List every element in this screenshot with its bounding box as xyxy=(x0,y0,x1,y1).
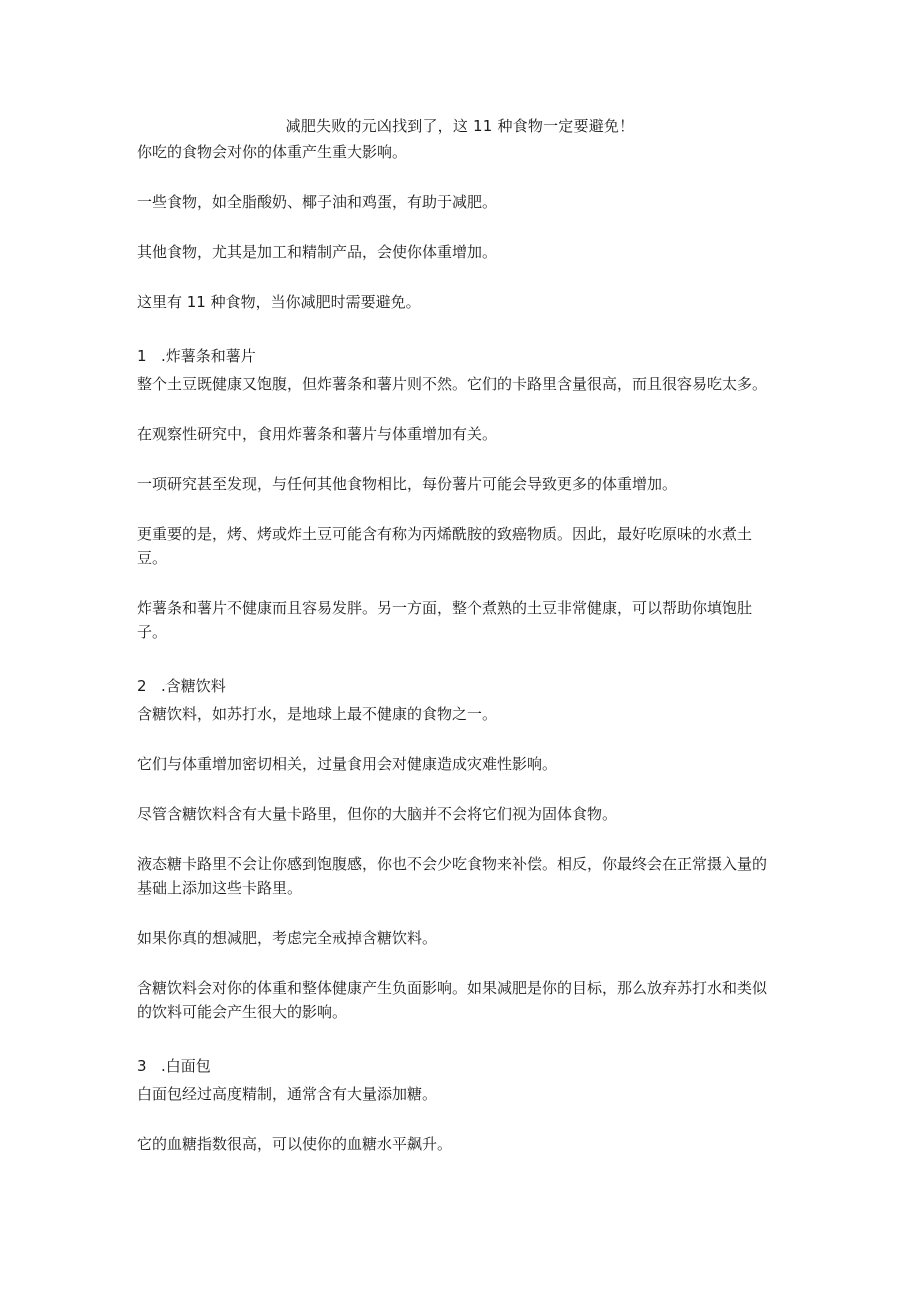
section-paragraph: 它们与体重增加密切相关，过量食用会对健康造成灾难性影响。 xyxy=(137,755,558,773)
section-paragraph: 如果你真的想减肥，考虑完全戒掉含糖饮料。 xyxy=(137,929,438,947)
section-paragraph: 白面包经过高度精制，通常含有大量添加糖。 xyxy=(137,1085,438,1103)
document-title: 减肥失败的元凶找到了，这 11 种食物一定要避免！ xyxy=(285,117,635,135)
section-paragraph: 在观察性研究中，食用炸薯条和薯片与体重增加有关。 xyxy=(137,425,498,443)
section-paragraph: 炸薯条和薯片不健康而且容易发胖。另一方面，整个煮熟的土豆非常健康，可以帮助你填饱肚子。 xyxy=(137,599,753,641)
section-paragraph: 液态糖卡路里不会让你感到饱腹感，你也不会少吃食物来补偿。相反，你最终会在正常摄入量的基础上添加这些卡路里。 xyxy=(137,855,768,897)
section-paragraph: 含糖饮料会对你的体重和整体健康产生负面影响。如果减肥是你的目标，那么放弃苏打水和类似的饮料可能会产生很大的影响。 xyxy=(137,979,768,1021)
section-number: 1 xyxy=(137,347,147,365)
section-paragraph: 更重要的是，烤、烤或炸土豆可能含有称为丙烯酰胺的致癌物质。因此，最好吃原味的水煮土豆。 xyxy=(137,525,753,567)
intro-paragraph: 这里有 11 种食物，当你减肥时需要避免。 xyxy=(137,293,421,311)
section-title: .含糖饮料 xyxy=(161,677,226,695)
document-body xyxy=(137,140,777,1182)
intro-paragraph: 你吃的食物会对你的体重产生重大影响。 xyxy=(137,143,408,161)
section-paragraph: 尽管含糖饮料含有大量卡路里，但你的大脑并不会将它们视为固体食物。 xyxy=(137,805,618,823)
section-heading-white-bread xyxy=(137,1054,777,1078)
intro-paragraph: 其他食物，尤其是加工和精制产品，会使你体重增加。 xyxy=(137,243,498,261)
section-paragraph: 它的血糖指数很高，可以使你的血糖水平飙升。 xyxy=(137,1135,453,1153)
section-paragraph: 一项研究甚至发现，与任何其他食物相比，每份薯片可能会导致更多的体重增加。 xyxy=(137,475,678,493)
section-number: 2 xyxy=(137,677,147,695)
section-heading-sugary-drinks xyxy=(137,674,777,698)
section-number: 3 xyxy=(137,1057,147,1075)
section-heading-fries-chips xyxy=(137,344,777,368)
section-paragraph: 整个土豆既健康又饱腹，但炸薯条和薯片则不然。它们的卡路里含量很高，而且很容易吃太多。 xyxy=(137,375,768,393)
section-title: .白面包 xyxy=(161,1057,211,1075)
section-paragraph: 含糖饮料，如苏打水，是地球上最不健康的食物之一。 xyxy=(137,705,498,723)
section-title: .炸薯条和薯片 xyxy=(161,347,256,365)
intro-paragraph: 一些食物，如全脂酸奶、椰子油和鸡蛋，有助于减肥。 xyxy=(137,193,498,211)
